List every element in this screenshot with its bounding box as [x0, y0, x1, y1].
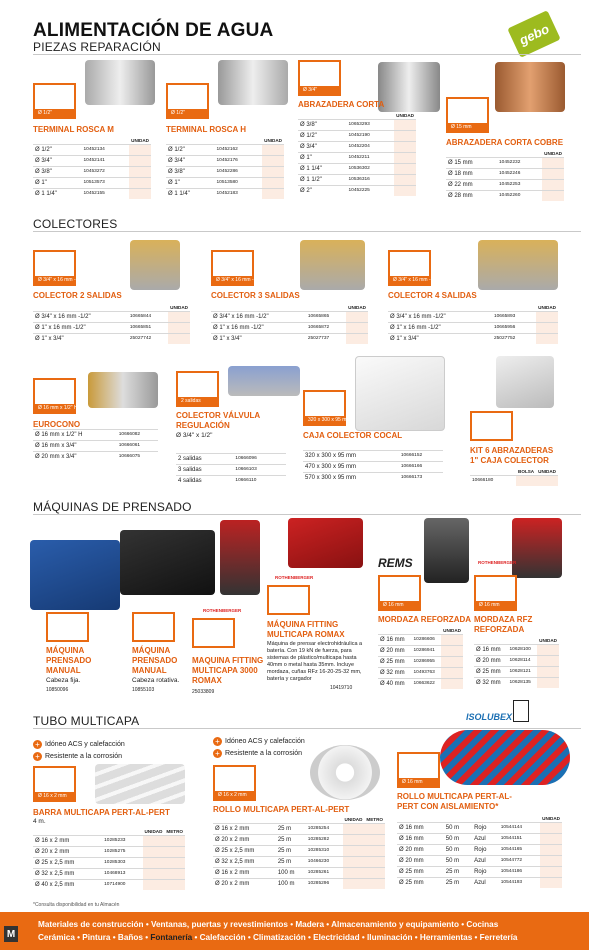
valvula-title: COLECTOR VÁLVULA REGULACIÓN	[176, 411, 260, 430]
table-row: Ø 22 mm 10452253	[446, 179, 564, 190]
mordaza-rfz-title: MORDAZA RFZ REFORZADA	[474, 615, 533, 634]
mordaza-image	[424, 518, 469, 583]
maquina-1-code: 10850096	[46, 687, 69, 693]
table-row: Ø 25 x 2,5 mm 10285303	[33, 857, 185, 868]
rothenberger-brand: ROTHENBERGER	[275, 575, 314, 580]
table-row: Ø 16 x 2 mm 100 m 10285261	[213, 867, 385, 878]
table-row: Ø 3/8" 10453272	[33, 166, 151, 177]
mordaza-table: UNIDAD Ø 16 mm 10286606 Ø 20 mm 10286941 Ø 25 mm 10286955 Ø 32 mm 10493763 Ø 40 mm 10663622	[378, 625, 463, 689]
kit-image	[496, 356, 554, 408]
rothenberger-brand: ROTHENBERGER	[478, 560, 517, 565]
table-row: 4 salidas 10666110	[176, 475, 286, 486]
section-title-collectors: COLECTORES	[33, 217, 118, 231]
table-row: Ø 16 x 2 mm 25 m 10285254	[213, 823, 385, 834]
maquina-1-title: MÁQUINA PRENSADO MANUAL	[46, 646, 92, 675]
price-box	[470, 411, 513, 441]
table-row: Ø 25 mm 25 m Azul 10544193	[397, 877, 562, 888]
rollo-aislamiento-title: ROLLO MULTICAPA PERT-AL-PERT CON AISLAMIENTO*	[397, 792, 512, 811]
terminal-m-title: TERMINAL ROSCA M	[33, 125, 114, 134]
caja-table	[303, 441, 443, 483]
table-row: Ø 32 mm 10628135	[474, 677, 559, 688]
price-box: Ø 16 x 2 mm	[213, 765, 256, 801]
table-row: Ø 32 x 2,5 mm 10468913	[33, 868, 185, 879]
colector-2-title: COLECTOR 2 SALIDAS	[33, 291, 122, 300]
table-row: Ø 3/4" x 16 mm -1/2" 10665893	[388, 311, 558, 322]
price-box: Ø 16 mm x 1/2" H	[33, 378, 76, 414]
feature-acs: + Idóneo ACS y calefacción	[213, 737, 305, 746]
gebo-logo: gebo	[507, 10, 560, 58]
footer-categories-1: Materiales de construcción • Ventanas, puertas y revestimientos • Madera • Almacenamiento y equipamiento • Cocinas	[38, 920, 499, 929]
terminal-h-table: UNIDAD Ø 1/2" 10452162 Ø 3/4" 10452176 Ø 3/8" 10452286 Ø 1" 10513580 Ø 1 1/4" 10452183	[166, 135, 284, 199]
table-row: Ø 25 mm 10286955	[378, 656, 463, 667]
table-row: Ø 20 mm 10628114	[474, 655, 559, 666]
price-box	[132, 612, 175, 642]
table-row: Ø 1" x 16 mm -1/2" 10665851	[33, 322, 190, 333]
price-box: Ø 16 mm	[378, 575, 421, 611]
price-box: Ø 3/4" x 16 mm -1/2"	[33, 250, 76, 286]
table-row: Ø 16 mm 10286606	[378, 634, 463, 645]
rothenberger-brand: ROTHENBERGER	[203, 608, 242, 613]
feature-acs: + Idóneo ACS y calefacción	[33, 740, 125, 749]
maquina-2-sub: Cabeza rotativa.	[132, 677, 180, 684]
table-row: Ø 1" 10513573	[33, 177, 151, 188]
maquina-case-1-image	[30, 540, 120, 610]
colector-2-image	[130, 240, 180, 290]
brand-logo: M	[4, 926, 18, 942]
caja-title: CAJA COLECTOR COCAL	[303, 431, 403, 440]
table-row: 3 salidas 10666103	[176, 464, 286, 475]
table-row: Ø 2" 10452225	[298, 185, 416, 196]
price-box: Ø 3/4" x 16 mm -1/2"	[388, 250, 431, 286]
table-row: 470 x 300 x 95 mm 10666166	[303, 461, 443, 472]
colector-4-title: COLECTOR 4 SALIDAS	[388, 291, 477, 300]
mordaza-rfz-table: UNIDAD Ø 16 mm 10628100 Ø 20 mm 10628114 Ø 25 mm 10628121 Ø 32 mm 10628135	[474, 635, 559, 688]
table-row: Ø 3/8" 10653293	[298, 119, 416, 130]
price-box: Ø 16 mm	[474, 575, 517, 611]
rollo-image	[310, 745, 380, 800]
price-box	[267, 585, 310, 615]
mordaza-rfz-image	[512, 518, 562, 578]
table-row: Ø 20 mm 50 m Rojo 10544165	[397, 844, 562, 855]
table-row: 320 x 300 x 95 mm 10666152	[303, 450, 443, 461]
table-row: Ø 1" 10513580	[166, 177, 284, 188]
colector-3-table: UNIDAD Ø 3/4" x 16 mm -1/2" 10665865 Ø 1" x 16 mm -1/2" 10665872 Ø 1" x 3/4" 25027737	[211, 302, 368, 344]
maquina-3000-code: 25033809	[192, 689, 215, 695]
table-row: Ø 1" x 3/4" 25027742	[33, 333, 190, 344]
barra-sub: 4 m.	[33, 818, 46, 825]
section-title-machines: MÁQUINAS DE PRENSADO	[33, 500, 192, 514]
table-row: Ø 16 mm 10628100	[474, 644, 559, 655]
rollo-aislamiento-image	[440, 730, 570, 785]
caja-image	[355, 356, 445, 431]
terminal-m-table: UNIDAD Ø 1/2" 10452134 Ø 3/4" 10452141 Ø 3/8" 10453272 Ø 1" 10513573 Ø 1 1/4" 10452155	[33, 135, 151, 199]
table-row: Ø 25 x 2,5 mm 25 m 10285310	[213, 845, 385, 856]
maquina-romax-image	[288, 518, 363, 568]
price-box: Ø 15 mm	[446, 97, 489, 133]
maquina-3000-image	[220, 520, 260, 595]
table-row: Ø 3/4" 10452204	[298, 141, 416, 152]
colector-2-table: UNIDAD Ø 3/4" x 16 mm -1/2" 10665844 Ø 1" x 16 mm -1/2" 10665851 Ø 1" x 3/4" 25027742	[33, 302, 190, 344]
section-title-pieces: PIEZAS REPARACIÓN	[33, 40, 161, 54]
terminal-h-image	[218, 60, 288, 105]
maquina-3000-title: MAQUINA FITTING MULTICAPA 3000 ROMAX	[192, 656, 264, 685]
rollo-aislamiento-table: UNIDAD Ø 16 mm 50 m Rojo 10544144 Ø 16 mm 50 m Azul 10544151 Ø 20 mm 50 m Rojo 10544165 Ø 20 mm 50 m Azul 10544772 Ø 25 mm 25 m Rojo 10544186 Ø 25 mm 25 m Azul 10544193	[397, 813, 562, 888]
page-title: ALIMENTACIÓN DE AGUA	[33, 20, 274, 41]
table-row: Ø 1 1/2" 10536316	[298, 174, 416, 185]
barra-image	[95, 764, 185, 804]
table-row: Ø 20 x 2 mm 25 m 10285282	[213, 834, 385, 845]
table-row: Ø 16 mm 50 m Rojo 10544144	[397, 822, 562, 833]
table-row: Ø 28 mm 10452260	[446, 190, 564, 201]
colector-4-table: UNIDAD Ø 3/4" x 16 mm -1/2" 10665893 Ø 1" x 16 mm -1/2" 10665956 Ø 1" x 3/4" 25027752	[388, 302, 558, 344]
price-box: 2 salidas	[176, 371, 219, 407]
price-box: Ø 16 mm	[397, 752, 440, 788]
table-row: Ø 1" x 16 mm -1/2" 10665872	[211, 322, 368, 333]
section-title-tube: TUBO MULTICAPA	[33, 714, 140, 728]
price-box	[192, 618, 235, 648]
rems-brand: REMS	[378, 556, 413, 570]
maquina-2-code: 10855103	[132, 687, 155, 693]
table-row: Ø 1" 10452211	[298, 152, 416, 163]
mordaza-title: MORDAZA REFORZADA	[378, 615, 472, 624]
table-row: Ø 3/4" x 16 mm -1/2" 10665844	[33, 311, 190, 322]
colector-4-image	[478, 240, 558, 290]
valvula-subtitle: Ø 3/4" x 1/2"	[176, 432, 213, 439]
maquina-romax-title: MÁQUINA FITTING MULTICAPA ROMAX	[267, 620, 345, 639]
table-row: Ø 25 mm 25 m Rojo 10544186	[397, 866, 562, 877]
table-row: Ø 40 mm 10663622	[378, 678, 463, 689]
table-row: Ø 32 x 2,5 mm 25 m 10466230	[213, 856, 385, 867]
price-box: Ø 3/4" x 16 mm -1/2"	[211, 250, 254, 286]
isolubex-brand: ISOLUBEX	[466, 712, 513, 722]
table-row: Ø 20 mm 10286941	[378, 645, 463, 656]
table-row: 2 salidas 10666096	[176, 453, 286, 464]
table-row: Ø 1 1/4" 10452155	[33, 188, 151, 199]
eurocono-image	[88, 372, 158, 408]
table-row: Ø 1 1/4" 10452183	[166, 188, 284, 199]
feature-corrosion: + Resistente a la corrosión	[33, 752, 122, 761]
table-row: Ø 20 mm x 3/4" 10666075	[33, 451, 158, 462]
maquina-case-2-image	[120, 530, 215, 595]
valvula-image	[228, 366, 300, 396]
footer-bar	[0, 912, 589, 950]
table-row: Ø 20 mm 50 m Azul 10544772	[397, 855, 562, 866]
abrazadera-cobre-image	[495, 62, 565, 112]
table-row: Ø 1" x 3/4" 25027737	[211, 333, 368, 344]
price-box: Ø 3/4"	[298, 60, 341, 96]
table-row: Ø 1/2" 10452134	[33, 144, 151, 155]
barra-title: BARRA MULTICAPA PERT-AL-PERT	[33, 808, 170, 817]
price-box: Ø 16 x 2 mm	[33, 766, 76, 802]
footer-categories-2: Cerámica • Pintura • Baños • Fontanería • Calefacción • Climatización • Electricidad • Iluminación • Herramientas • Ferretería	[38, 933, 518, 942]
rollo-table: UNIDAD METRO Ø 16 x 2 mm 25 m 10285254 Ø 20 x 2 mm 25 m 10285282 Ø 25 x 2,5 mm 25 m 10285310 Ø 32 x 2,5 mm 25 m 10466230 Ø 16 x 2 mm 100 m 10285261 Ø 20 x 2 mm 100 m 10285296	[213, 814, 385, 889]
table-row: Ø 3/4" 10452141	[33, 155, 151, 166]
price-box: Ø 1/2"	[166, 83, 209, 119]
eurocono-table	[33, 420, 158, 462]
table-row: 570 x 300 x 95 mm 10666173	[303, 472, 443, 483]
terminal-h-title: TERMINAL ROSCA H	[166, 125, 246, 134]
table-row: Ø 3/8" 10452286	[166, 166, 284, 177]
abrazadera-image	[378, 62, 440, 112]
price-box: Ø 1/2"	[33, 83, 76, 119]
barra-table: UNIDAD METRO Ø 16 x 2 mm 10285233 Ø 20 x 2 mm 10285275 Ø 25 x 2,5 mm 10285303 Ø 32 x 2,5 mm 10468913 Ø 40 x 2,5 mm 10714900	[33, 826, 185, 890]
maquina-1-sub: Cabeza fija.	[46, 677, 81, 684]
table-row: Ø 16 mm x 3/4" 10666061	[33, 440, 158, 451]
table-row: Ø 15 mm 10452232	[446, 157, 564, 168]
colector-3-title: COLECTOR 3 SALIDAS	[211, 291, 300, 300]
side-tab	[0, 470, 12, 650]
table-row: Ø 16 mm x 1/2" H 10666082	[33, 429, 158, 440]
table-row: Ø 1" x 3/4" 25027752	[388, 333, 558, 344]
table-row: Ø 16 mm 50 m Azul 10544151	[397, 833, 562, 844]
certification-icon	[513, 700, 529, 722]
divider	[33, 514, 581, 515]
maquina-romax-code: 10419710	[330, 685, 353, 691]
abrazadera-cobre-title: ABRAZADERA CORTA COBRE	[446, 138, 564, 147]
maquina-2-title: MÁQUINA PRENSADO MANUAL	[132, 646, 178, 675]
table-row: Ø 25 mm 10628121	[474, 666, 559, 677]
table-row: Ø 20 x 2 mm 10285275	[33, 846, 185, 857]
rollo-title: ROLLO MULTICAPA PERT-AL-PERT	[213, 805, 350, 814]
colector-3-image	[300, 240, 365, 290]
table-row: Ø 1/2" 10452190	[298, 130, 416, 141]
abrazadera-title: ABRAZADERA CORTA	[298, 100, 385, 109]
maquina-romax-desc: Máquina de prensar electrohidráulica a batería. Con 19 kN de fuerza, para sistemas de plástico/multicapa hasta 40mm o metal hasta 35mm. Incluye mordaza, cuñas RFz 16-20-25-32 mm, batería y cargador	[267, 641, 363, 682]
abrazadera-table: UNIDAD Ø 3/8" 10653293 Ø 1/2" 10452190 Ø 3/4" 10452204 Ø 1" 10452211 Ø 1 1/4" 10536302 Ø 1 1/2" 10536316 Ø 2" 10452225	[298, 110, 416, 196]
price-box: 320 x 300 x 95 mm	[303, 390, 346, 426]
footnote: *Consulta disponibilidad en tu Almacén	[33, 902, 120, 908]
table-row: Ø 40 x 2,5 mm 10714900	[33, 879, 185, 890]
table-row: Ø 1/2" 10452162	[166, 144, 284, 155]
table-row: Ø 20 x 2 mm 100 m 10285296	[213, 878, 385, 889]
table-row: Ø 1 1/4" 10536302	[298, 163, 416, 174]
eurocono-title: EUROCONO	[33, 420, 81, 429]
feature-corrosion: + Resistente a la corrosión	[213, 749, 302, 758]
table-row: Ø 3/4" x 16 mm -1/2" 10665865	[211, 311, 368, 322]
terminal-m-image	[85, 60, 155, 105]
table-row: Ø 3/4" 10452176	[166, 155, 284, 166]
table-row: Ø 32 mm 10493763	[378, 667, 463, 678]
kit-title: KIT 6 ABRAZADERAS 1" CAJA COLECTOR	[470, 446, 554, 465]
table-row: Ø 18 mm 10452246	[446, 168, 564, 179]
divider	[33, 231, 581, 232]
kit-table: BOLSA UNIDAD 10666180	[470, 466, 558, 486]
table-row: Ø 1" x 16 mm -1/2" 10665956	[388, 322, 558, 333]
valvula-table	[176, 444, 286, 486]
price-box	[46, 612, 89, 642]
abrazadera-cobre-table: UNIDAD Ø 15 mm 10452232 Ø 18 mm 10452246 Ø 22 mm 10452253 Ø 28 mm 10452260	[446, 148, 564, 201]
table-row: Ø 16 x 2 mm 10285233	[33, 835, 185, 846]
divider	[33, 54, 581, 55]
divider	[33, 728, 581, 729]
